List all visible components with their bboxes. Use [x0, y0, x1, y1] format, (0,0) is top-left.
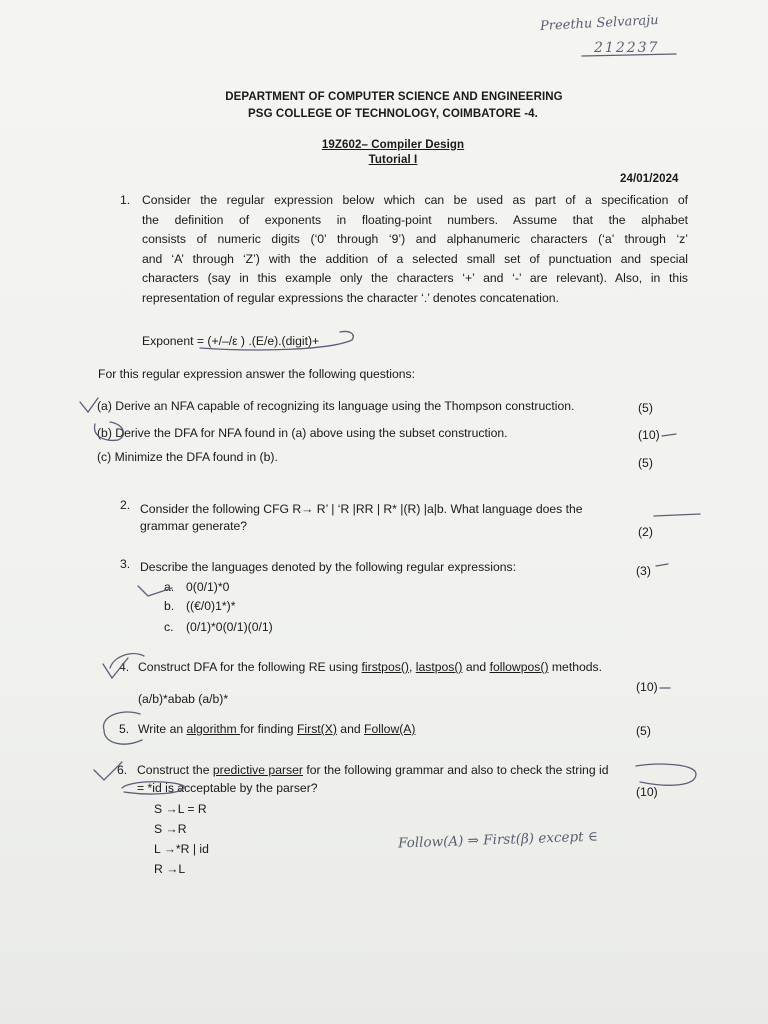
college-heading: PSG COLLEGE OF TECHNOLOGY, COIMBATORE -4.	[248, 108, 538, 120]
q4-text	[138, 660, 602, 674]
q2-marks: (2)	[638, 525, 653, 539]
q2-line2: grammar generate?	[140, 519, 248, 533]
line-q2	[654, 514, 700, 516]
q3-number: 3.	[120, 557, 131, 571]
q5-text-c: and	[336, 722, 365, 736]
q1-line: representation of regular expressions the character ‘.’ denotes concatenation.	[142, 290, 559, 305]
q3-item-label: b.	[164, 599, 175, 613]
line-q3-marks	[656, 564, 668, 566]
q1-number: 1.	[120, 193, 131, 207]
tick-q1a	[80, 398, 98, 412]
q1-line: and ‘A’ through ‘Z’) with the addition of a selected small set of punctuation and special	[142, 251, 688, 266]
grammar-rule: S →R	[154, 822, 187, 836]
q3-item-label: c.	[164, 620, 174, 634]
q5-text-a: Write an	[138, 722, 187, 736]
q4-firstpos: firstpos()	[361, 660, 409, 674]
circle-q6-string	[636, 764, 696, 785]
department-heading: DEPARTMENT OF COMPUTER SCIENCE AND ENGINEERING	[225, 91, 563, 103]
q3-text: Describe the languages denoted by the following regular expressions:	[140, 560, 517, 574]
q6-number: 6.	[117, 763, 128, 777]
q6-text-a: Construct the	[137, 763, 213, 777]
q5-algorithm: algorithm	[186, 722, 241, 736]
q4-sep: ,	[408, 660, 416, 674]
q5-text-b: for finding	[240, 722, 297, 736]
q4-expression: (a/b)*abab (a/b)*	[138, 692, 229, 706]
q1-line: consists of numeric digits (‘0’ through ‘9’) and alphanumeric characters (‘a’ through ‘z’	[142, 232, 688, 246]
q4-number: 4.	[119, 660, 130, 674]
q6-predictive-parser: predictive parser	[212, 763, 303, 777]
q6-line2: = *id is acceptable by the parser?	[137, 781, 318, 795]
q4-sep: and	[462, 660, 490, 674]
q1-line: the definition of exponents in floating-point numbers. Assume that the alphabet	[142, 212, 688, 227]
q3-item-label: a.	[164, 580, 175, 594]
exponent-expression: Exponent = (+/–/ε ) .(E/e).(digit)+	[142, 334, 320, 348]
grammar-rule: R →L	[154, 862, 186, 876]
q1-part-b: (b) Derive the DFA for NFA found in (a) above using the subset construction.	[97, 426, 508, 440]
line-q1b-marks	[662, 434, 676, 436]
handwritten-note: Follow(A) ⇒ First(β) except ∈	[397, 828, 599, 852]
course-title: 19Z602– Compiler Design	[321, 139, 465, 151]
tutorial-title: Tutorial I	[368, 154, 418, 166]
q5-follow: Follow(A)	[364, 722, 416, 736]
q6-marks: (10)	[636, 785, 658, 799]
q1-line: Consider the regular expression below which can be used as part of a specification of	[142, 193, 688, 207]
q1-part-a: (a) Derive an NFA capable of recognizing its language using the Thompson construction.	[97, 399, 575, 413]
q3-item-expr: (0/1)*0(0/1)(0/1)	[186, 620, 273, 634]
q2-number: 2.	[120, 498, 131, 512]
q5-first: First(X)	[296, 722, 337, 736]
handwritten-name: Preethu Selvaraju	[539, 12, 659, 35]
q3-marks: (3)	[636, 564, 651, 578]
q5-marks: (5)	[636, 724, 651, 738]
q3-item-expr: 0(0/1)*0	[186, 580, 230, 594]
grammar-rule: S →L = R	[154, 802, 207, 816]
handwritten-roll: 212237	[594, 40, 660, 56]
q1-part-c-marks: (5)	[638, 456, 653, 470]
q5-text	[138, 722, 416, 736]
date: 24/01/2024	[620, 173, 679, 185]
q1-part-c: (c) Minimize the DFA found in (b).	[97, 450, 278, 464]
q4-lastpos: lastpos()	[415, 660, 463, 674]
q6-text-b: for the following grammar and also to check the string id	[302, 763, 609, 777]
q4-followpos: followpos()	[489, 660, 549, 674]
q4-text-a: Construct DFA for the following RE using	[138, 660, 362, 674]
q4-text-b: methods.	[548, 660, 603, 674]
q3-item-expr: ((€/0)1*)*	[186, 599, 236, 613]
grammar-rule: L →*R | id	[154, 842, 209, 856]
q6-line1	[137, 763, 608, 777]
q1-part-a-marks: (5)	[638, 401, 653, 415]
q1-intro: For this regular expression answer the following questions:	[98, 367, 416, 381]
q4-marks: (10)	[636, 680, 658, 694]
q2-line1: Consider the following CFG R→ R’ | ‘R |RR | R* |(R) |a|b. What language does the	[140, 502, 583, 516]
q1-line: characters (say in this example only the characters ‘+’ and ‘-’ are relevant). Also, in this	[142, 271, 688, 285]
q1-text	[142, 191, 688, 308]
q1-part-b-marks: (10)	[638, 428, 660, 442]
q5-number: 5.	[119, 722, 130, 736]
